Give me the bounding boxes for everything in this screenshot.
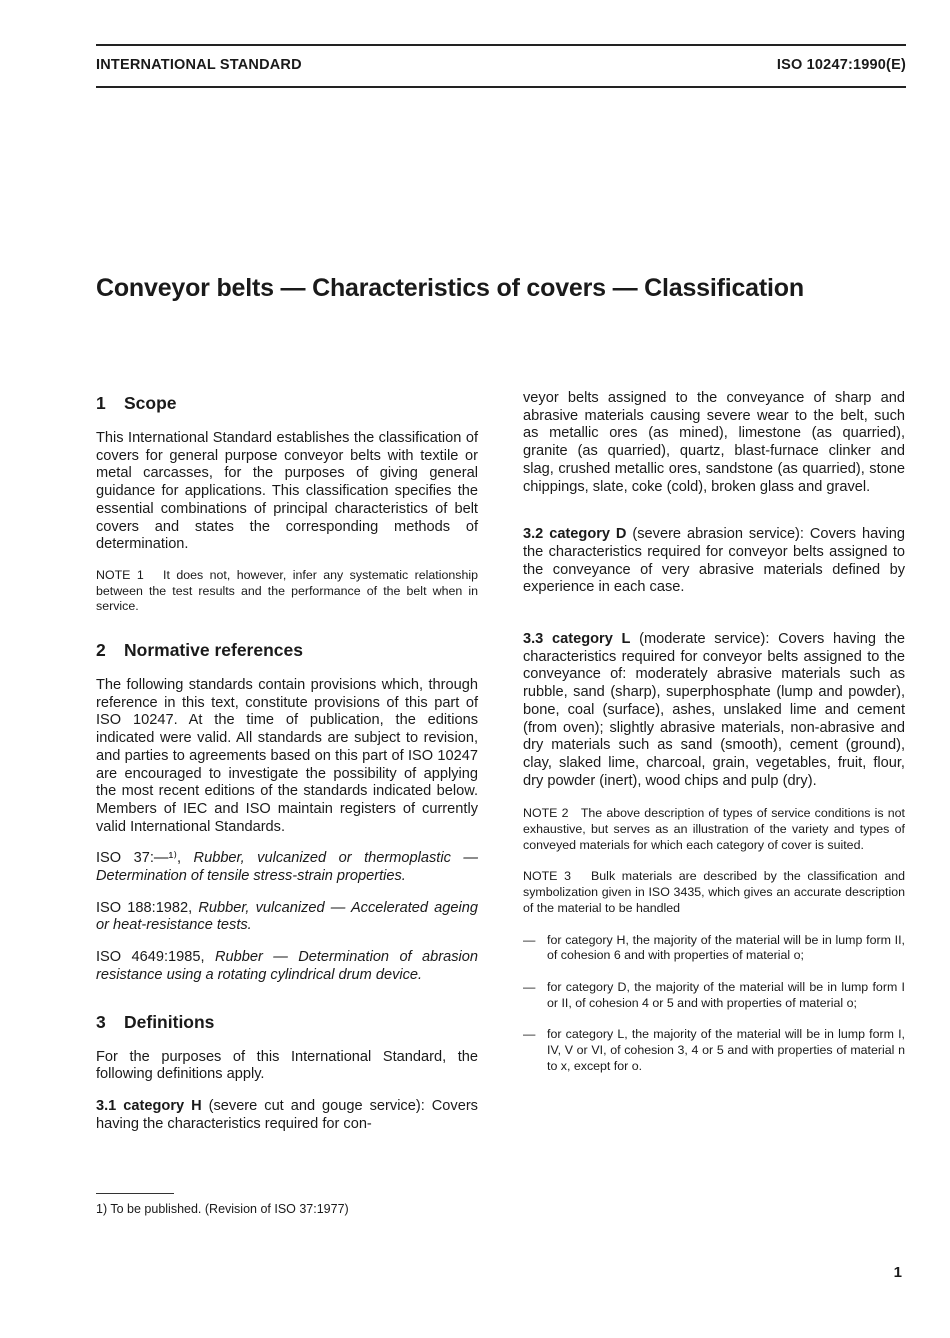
reference-iso-4649: ISO 4649:1985, Rubber — Determination of abrasion resistance using a rotating cylindrical drum device.	[96, 949, 478, 983]
section-scope-heading: 1 Scope	[96, 393, 177, 413]
list-item: — for category L, the majority of the material will be in lump form I, IV, V or VI, of cohesion 3, 4 or 5 and with properties of material n to x, except for o.	[523, 1027, 905, 1073]
list-item: — for category D, the majority of the material will be in lump form I or II, of cohesion 4 or 5 and with properties of material o;	[523, 979, 905, 1010]
reference-iso-188: ISO 188:1982, Rubber, vulcanized — Accelerated ageing or heat-resistance tests.	[96, 899, 478, 934]
section-definitions-heading: 3 Definitions	[96, 1011, 215, 1032]
scope-body: This International Standard establishes the classification of covers for general purpose conveyor belts with textile or metal carcasses, for the purposes of giving general guidance for applications. This classification specifies the essential combinations of principal characteristics of belt covers and states the corresponding methods of determination.	[96, 430, 478, 553]
section-normative-heading: 2 Normative references	[96, 640, 303, 661]
document-title: Conveyor belts — Characteristics of covers — Classification	[96, 274, 804, 302]
list-item: — for category H, the majority of the material will be in lump form II, of cohesion 6 and with properties of material o;	[523, 932, 905, 963]
footnote-separator	[96, 1193, 174, 1194]
header-doc-type: INTERNATIONAL STANDARD	[96, 57, 302, 73]
left-column	[96, 392, 478, 1133]
note-3: NOTE 3 Bulk materials are described by the classification and symbolization given in ISO 3435, which gives an accurate description of the material to be handled	[523, 869, 905, 915]
definition-3-1-start: 3.1 category H (severe cut and gouge service): Covers having the characteristics required for con-	[96, 1097, 478, 1132]
definition-3-1-continued: veyor belts assigned to the conveyance of sharp and abrasive materials causing severe wear to the belt, such as metallic ores (as mined), limestone (as quarried), granite (as quarried), quartz, blast-furnace clinker and slag, crushed metallic ores, sandstone (as quarried), stone chippings, slate, coke (cold), broken glass and gravel.	[523, 390, 905, 495]
header-doc-number: ISO 10247:1990(E)	[776, 57, 906, 73]
note-1: NOTE 1 It does not, however, infer any systematic relationship between the test results and the performance of the belt when in service.	[96, 567, 478, 614]
definitions-intro: For the purposes of this International Standard, the following definitions apply.	[96, 1048, 478, 1083]
right-column	[523, 390, 905, 1075]
footnote: 1) To be published. (Revision of ISO 37:1977)	[96, 1202, 349, 1216]
header-rule-bottom	[96, 86, 906, 88]
normative-body: The following standards contain provisions which, through reference in this text, constitute provisions of this part of ISO 10247. At the time of publication, the editions indicated were valid. All standards are subject to revision, and parties to agreements based on this part of ISO 10247 are encouraged to investigate the possibility of applying the most recent editions of the standards indicated below. Members of IEC and ISO maintain registers of currently valid International Standards.	[96, 677, 478, 835]
note-2: NOTE 2 The above description of types of service conditions is not exhaustive, but serves as an illustration of the variety and types of conveyed materials for which each category of cover is suited.	[523, 806, 905, 852]
page-number: 1	[893, 1264, 902, 1281]
definition-3-2: 3.2 category D (severe abrasion service): Covers having the characteristics required for conveyor belts assigned to the conveyance of very abrasive materials defined by experience in each case.	[523, 526, 905, 596]
reference-iso-37: ISO 37:—¹⁾, Rubber, vulcanized or thermoplastic — Determination of tensile stress-strain properties.	[96, 850, 478, 885]
definition-3-3: 3.3 category L (moderate service): Covers having the characteristics required for conveyor belts assigned to the conveyance of: moderately abrasive materials such as rubble, sand (sharp), superphosphate (lump and powder), bone, coal (surface), ashes, unslaked lime and cement (from oven); slightly abrasive materials, non-abrasive and dry materials such as sand (smooth), cement (ground), clay, slaked lime, charcoal, grain, vegetables, fruit, flour, dry powder (inert), wood chips and pulp (dry).	[523, 631, 905, 789]
header-rule-top	[96, 44, 906, 46]
